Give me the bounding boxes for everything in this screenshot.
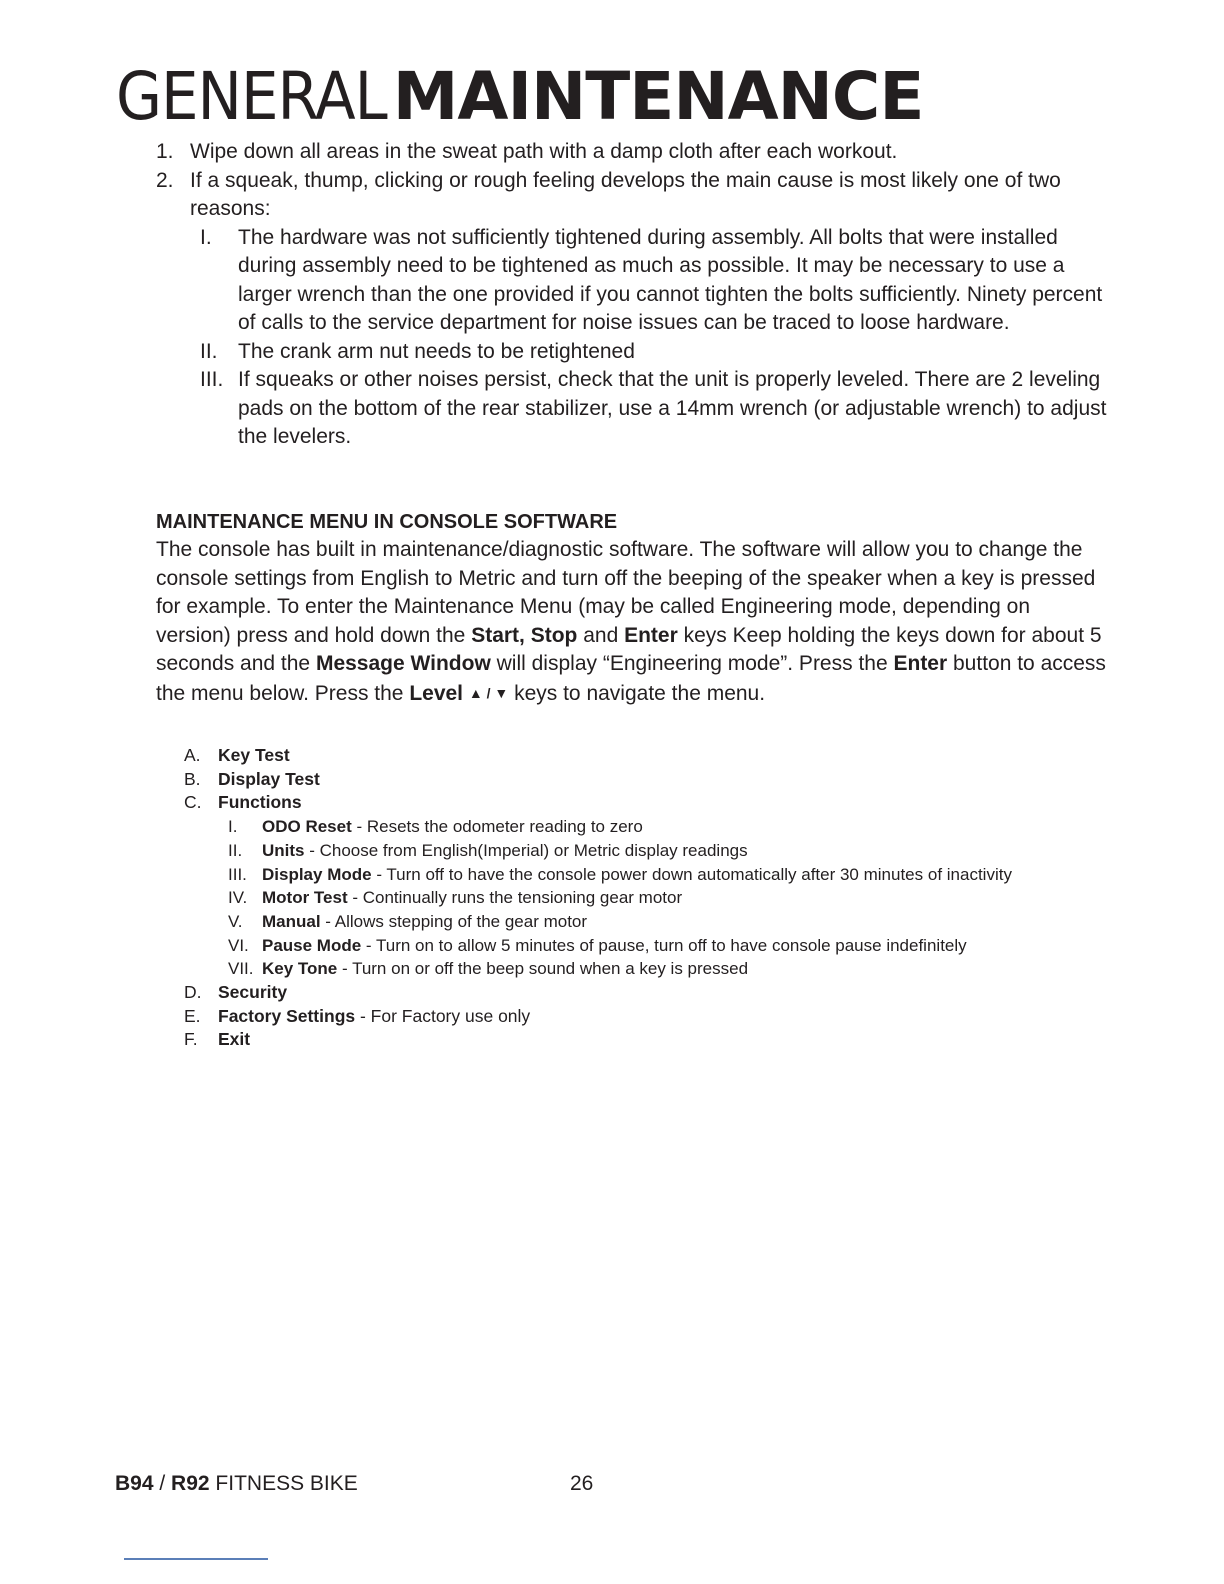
footer-model-b94: B94 [115,1472,154,1495]
function-label: Display Mode [262,864,372,884]
menu-item-security [156,981,1106,1005]
function-number: II. [228,840,243,860]
menu-label: Security [218,982,288,1003]
menu-label: Key Test [218,745,290,765]
section-heading: MAINTENANCE MENU IN CONSOLE SOFTWARE [156,511,618,533]
function-pause-mode [156,934,1106,958]
function-label: Key Tone [262,959,338,979]
reason-text: The hardware was not sufficiently tightened during assembly. All bolts that were installed during assembly need to be tightened as much as possible. It may be necessary to use a larger wrench than the one provided if you cannot tighten the bolts sufficiently. Ninety percent of calls to the service department for noise issues can be traced to loose hardware. [238,225,1103,334]
function-units [156,839,1106,863]
reason-2 [190,338,1110,367]
function-odo-reset [156,815,1106,839]
menu-letter: A. [184,745,201,765]
intro-text: will display “Engineering mode”. Press the [490,652,894,676]
intro-comma: , [519,623,531,647]
menu-letter: B. [184,768,201,789]
function-label: Units [262,840,305,860]
reason-1 [190,224,1110,338]
key-level: Level [409,681,464,705]
key-stop: Stop [530,623,578,647]
function-number: VI. [228,935,249,955]
menu-desc: - For Factory use only [355,1005,531,1026]
key-start: Start [471,623,520,647]
bottom-rule [124,1558,268,1560]
maintenance-steps [150,138,1110,452]
function-key-tone [156,957,1106,981]
function-label: ODO Reset [262,817,352,837]
section-intro [156,536,1106,709]
intro-text: keys Keep holding the keys down for about 5 seconds and the [156,623,1102,676]
function-number: VII. [228,959,254,979]
functions-submenu [156,815,1106,981]
reason-text: The crank arm nut needs to be retightened [238,339,635,363]
message-window: Message Window [315,652,491,676]
up-down-arrows-icon: ▲ / ▼ [468,684,509,701]
step-2 [150,167,1110,224]
noise-reasons [190,224,1110,452]
intro-text: keys to navigate the menu. [508,681,766,705]
function-label: Pause Mode [262,935,362,955]
step-text: Wipe down all areas in the sweat path with a damp cloth after each workout. [190,140,898,163]
title-general: GENERAL [116,58,387,135]
function-manual [156,910,1106,934]
function-desc: - Resets the odometer reading to zero [351,817,643,837]
menu-letter: D. [184,982,202,1003]
function-label: Manual [262,911,321,931]
menu-label: Functions [218,792,302,813]
reason-number: I. [200,225,212,249]
menu-item-functions [156,791,1106,815]
intro-text: button to access the menu below. Press the [156,652,1106,705]
intro-text: The console has built in maintenance/diagnostic software. The software will allow you to change the console settings from English to Metric and turn off the beeping of the speaker when a key is pressed for example. To enter the Maintenance Menu (may be called Engineering mode, depending on version) press and hold down the [156,538,1096,647]
reason-3 [190,366,1110,452]
footer-model-r92: R92 [171,1472,210,1495]
function-number: I. [228,817,238,837]
function-desc: - Turn on or off the beep sound when a key is pressed [337,959,749,979]
menu-letter: E. [184,1005,201,1026]
function-desc: - Continually runs the tensioning gear motor [347,888,683,908]
step-number: 1. [156,140,174,163]
title-maintenance: MAINTENANCE [392,58,924,135]
page-number: 26 [570,1472,594,1495]
menu-letter: F. [184,1029,198,1050]
menu-item-display-test [156,768,1106,792]
function-motor-test [156,886,1106,910]
function-number: IV. [228,888,248,908]
menu-item-exit [156,1028,1106,1052]
reason-text: If squeaks or other noises persist, check that the unit is properly leveled. There are 2 leveling pads on the bottom of the rear stabilizer, use a 14mm wrench (or adjustable wrench) to adjust the levelers. [238,368,1107,448]
key-enter: Enter [893,652,948,676]
maintenance-menu [156,744,1106,1052]
menu-label: Factory Settings [218,1005,356,1026]
function-desc: - Turn off to have the console power down automatically after 30 minutes of inactivity [371,864,1012,884]
function-desc: - Choose from English(Imperial) or Metric display readings [304,840,748,860]
function-desc: - Allows stepping of the gear motor [320,911,588,931]
footer-product [115,1470,358,1498]
reason-number: II. [200,339,218,363]
step-1 [150,138,1110,167]
function-desc: - Turn on to allow 5 minutes of pause, turn off to have console pause indefinitely [361,935,967,955]
menu-label: Exit [218,1029,251,1050]
footer-separator: / [153,1472,172,1495]
reason-number: III. [200,368,224,391]
function-label: Motor Test [262,888,348,908]
key-enter: Enter [624,623,678,647]
footer-product-name: FITNESS BIKE [209,1472,358,1495]
menu-item-factory-settings [156,1005,1106,1029]
step-text: If a squeak, thump, clicking or rough feeling develops the main cause is most likely one of two reasons: [190,168,1061,220]
function-number: III. [228,864,247,884]
page-title [116,58,924,135]
menu-label: Display Test [218,768,320,789]
intro-text: and [577,623,625,647]
function-number: V. [228,911,243,931]
menu-letter: C. [184,792,202,813]
function-display-mode [156,863,1106,887]
step-number: 2. [156,168,174,192]
menu-item-key-test [156,744,1106,768]
